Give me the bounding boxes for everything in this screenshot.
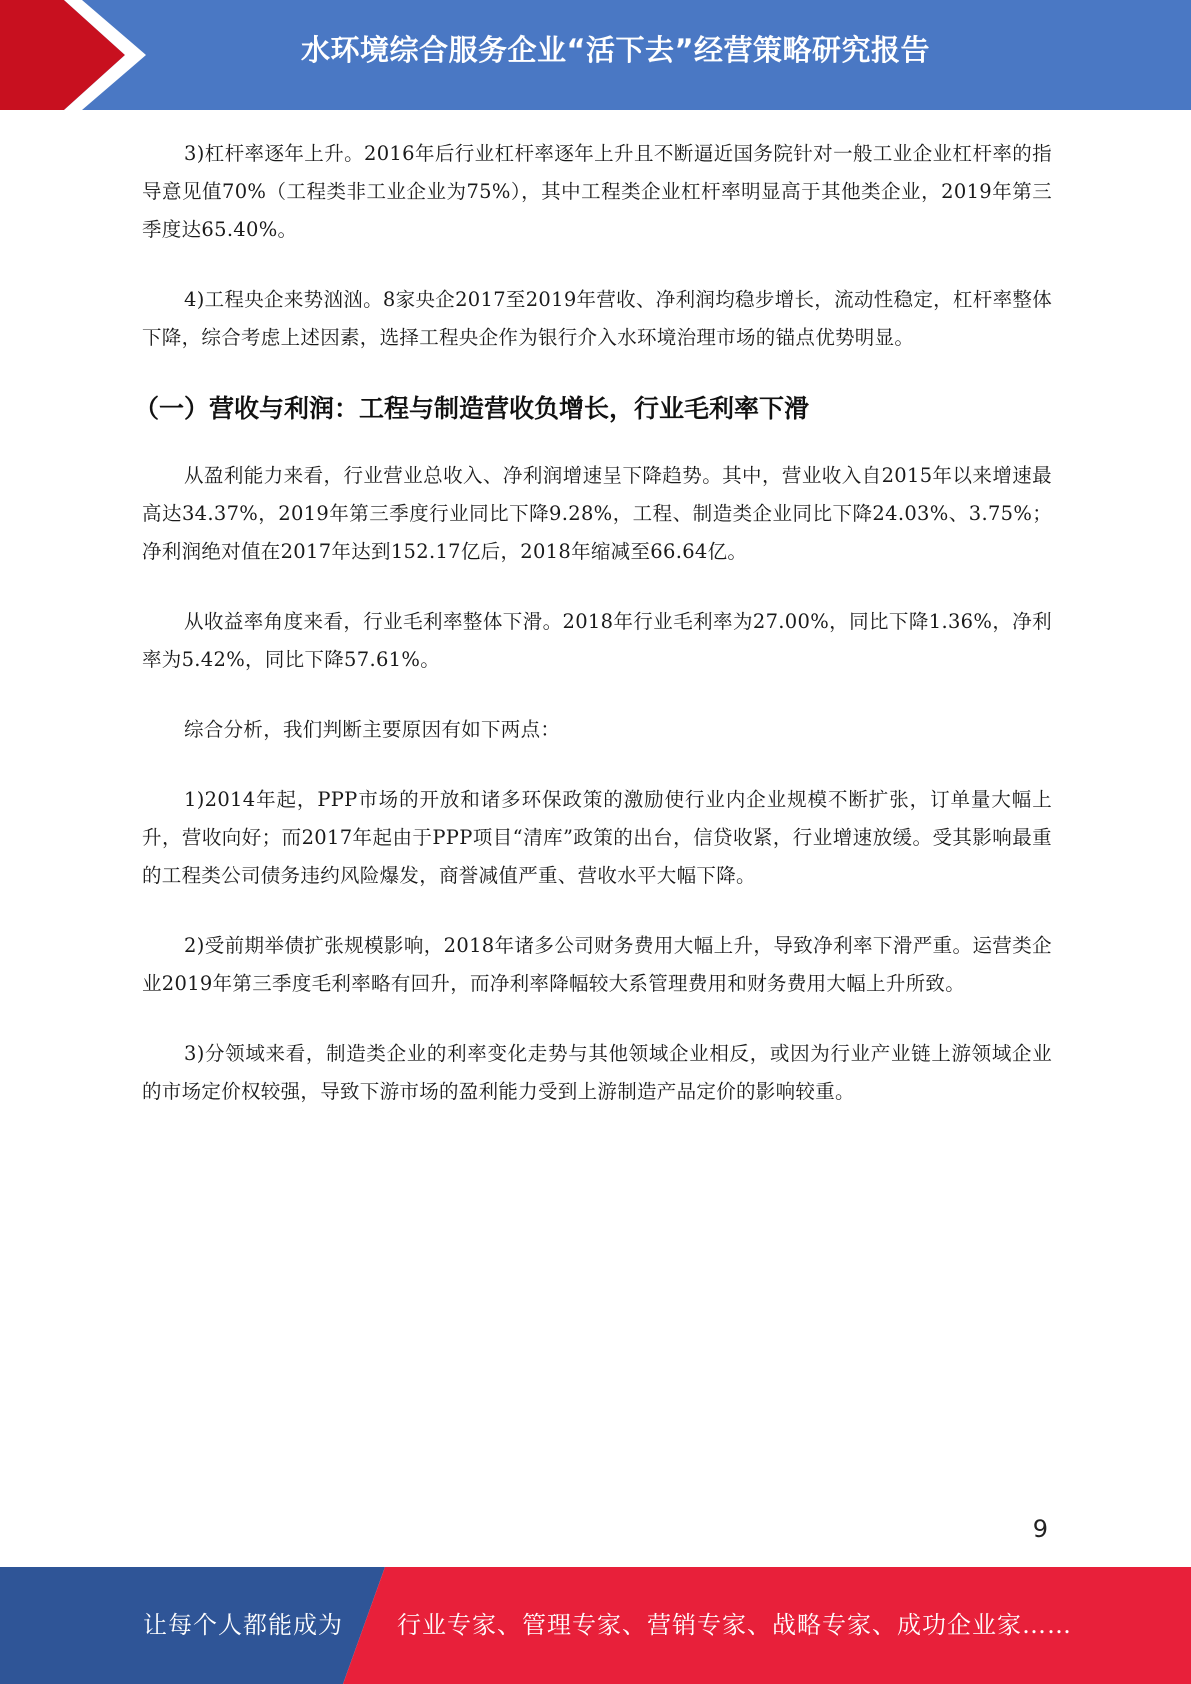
section-heading: （一）营收与利润：工程与制造营收负增长，行业毛利率下滑: [134, 394, 810, 423]
paragraph-margin: 从收益率角度来看，行业毛利率整体下滑。2018年行业毛利率为27.00%，同比下降1.36%，净利率为5.42%，同比下降57.61%。: [142, 610, 1052, 671]
paragraph-profitability: 从盈利能力来看，行业营业总收入、净利润增速呈下降趋势。其中，营业收入自2015年以来增速最高达34.37%，2019年第三季度行业同比下降9.28%，工程、制造类企业同比下降24.03%、3.75%；净利润绝对值在2017年达到152.17亿后，2018年缩减至66.64亿。: [142, 464, 1052, 563]
main-content: [134, 135, 1052, 1143]
footer-bar: [0, 1567, 1191, 1684]
paragraph-analysis-intro: 综合分析，我们判断主要原因有如下两点：: [184, 718, 561, 741]
paragraph-reason-2: 2)受前期举债扩张规模影响，2018年诸多公司财务费用大幅上升，导致净利率下滑严重。运营类企业2019年第三季度毛利率略有回升，而净利率降幅较大系管理费用和财务费用大幅上升所致。: [142, 934, 1052, 995]
paragraph-reason-3: 3)分领域来看，制造类企业的利率变化走势与其他领域企业相反，或因为行业产业链上游领域企业的市场定价权较强，导致下游市场的盈利能力受到上游制造产品定价的影响较重。: [142, 1042, 1052, 1103]
page-number: 9: [1032, 1515, 1048, 1543]
header-bar: [0, 0, 1191, 110]
header-chevron-icon: [0, 0, 160, 110]
paragraph-leverage: 3)杠杆率逐年上升。2016年后行业杠杆率逐年上升且不断逼近国务院针对一般工业企业杠杆率的指导意见值70%（工程类非工业企业为75%），其中工程类企业杠杆率明显高于其他类企业，2019年第三季度达65.40%。: [142, 142, 1052, 241]
footer-slogan-right: 行业专家、管理专家、营销专家、战略专家、成功企业家……: [397, 1611, 1072, 1639]
footer-slogan-left: 让每个人都能成为: [143, 1611, 343, 1639]
header-title: 水环境综合服务企业“活下去”经营策略研究报告: [300, 33, 931, 67]
paragraph-reason-1: 1)2014年起，PPP市场的开放和诸多环保政策的激励使行业内企业规模不断扩张，订单量大幅上升，营收向好；而2017年起由于PPP项目“清库”政策的出台，信贷收紧，行业增速放缓。受其影响最重的工程类公司债务违约风险爆发，商誉减值严重、营收水平大幅下降。: [142, 788, 1052, 887]
paragraph-central-soe: 4)工程央企来势汹汹。8家央企2017至2019年营收、净利润均稳步增长，流动性稳定，杠杆率整体下降，综合考虑上述因素，选择工程央企作为银行介入水环境治理市场的锚点优势明显。: [142, 288, 1052, 349]
